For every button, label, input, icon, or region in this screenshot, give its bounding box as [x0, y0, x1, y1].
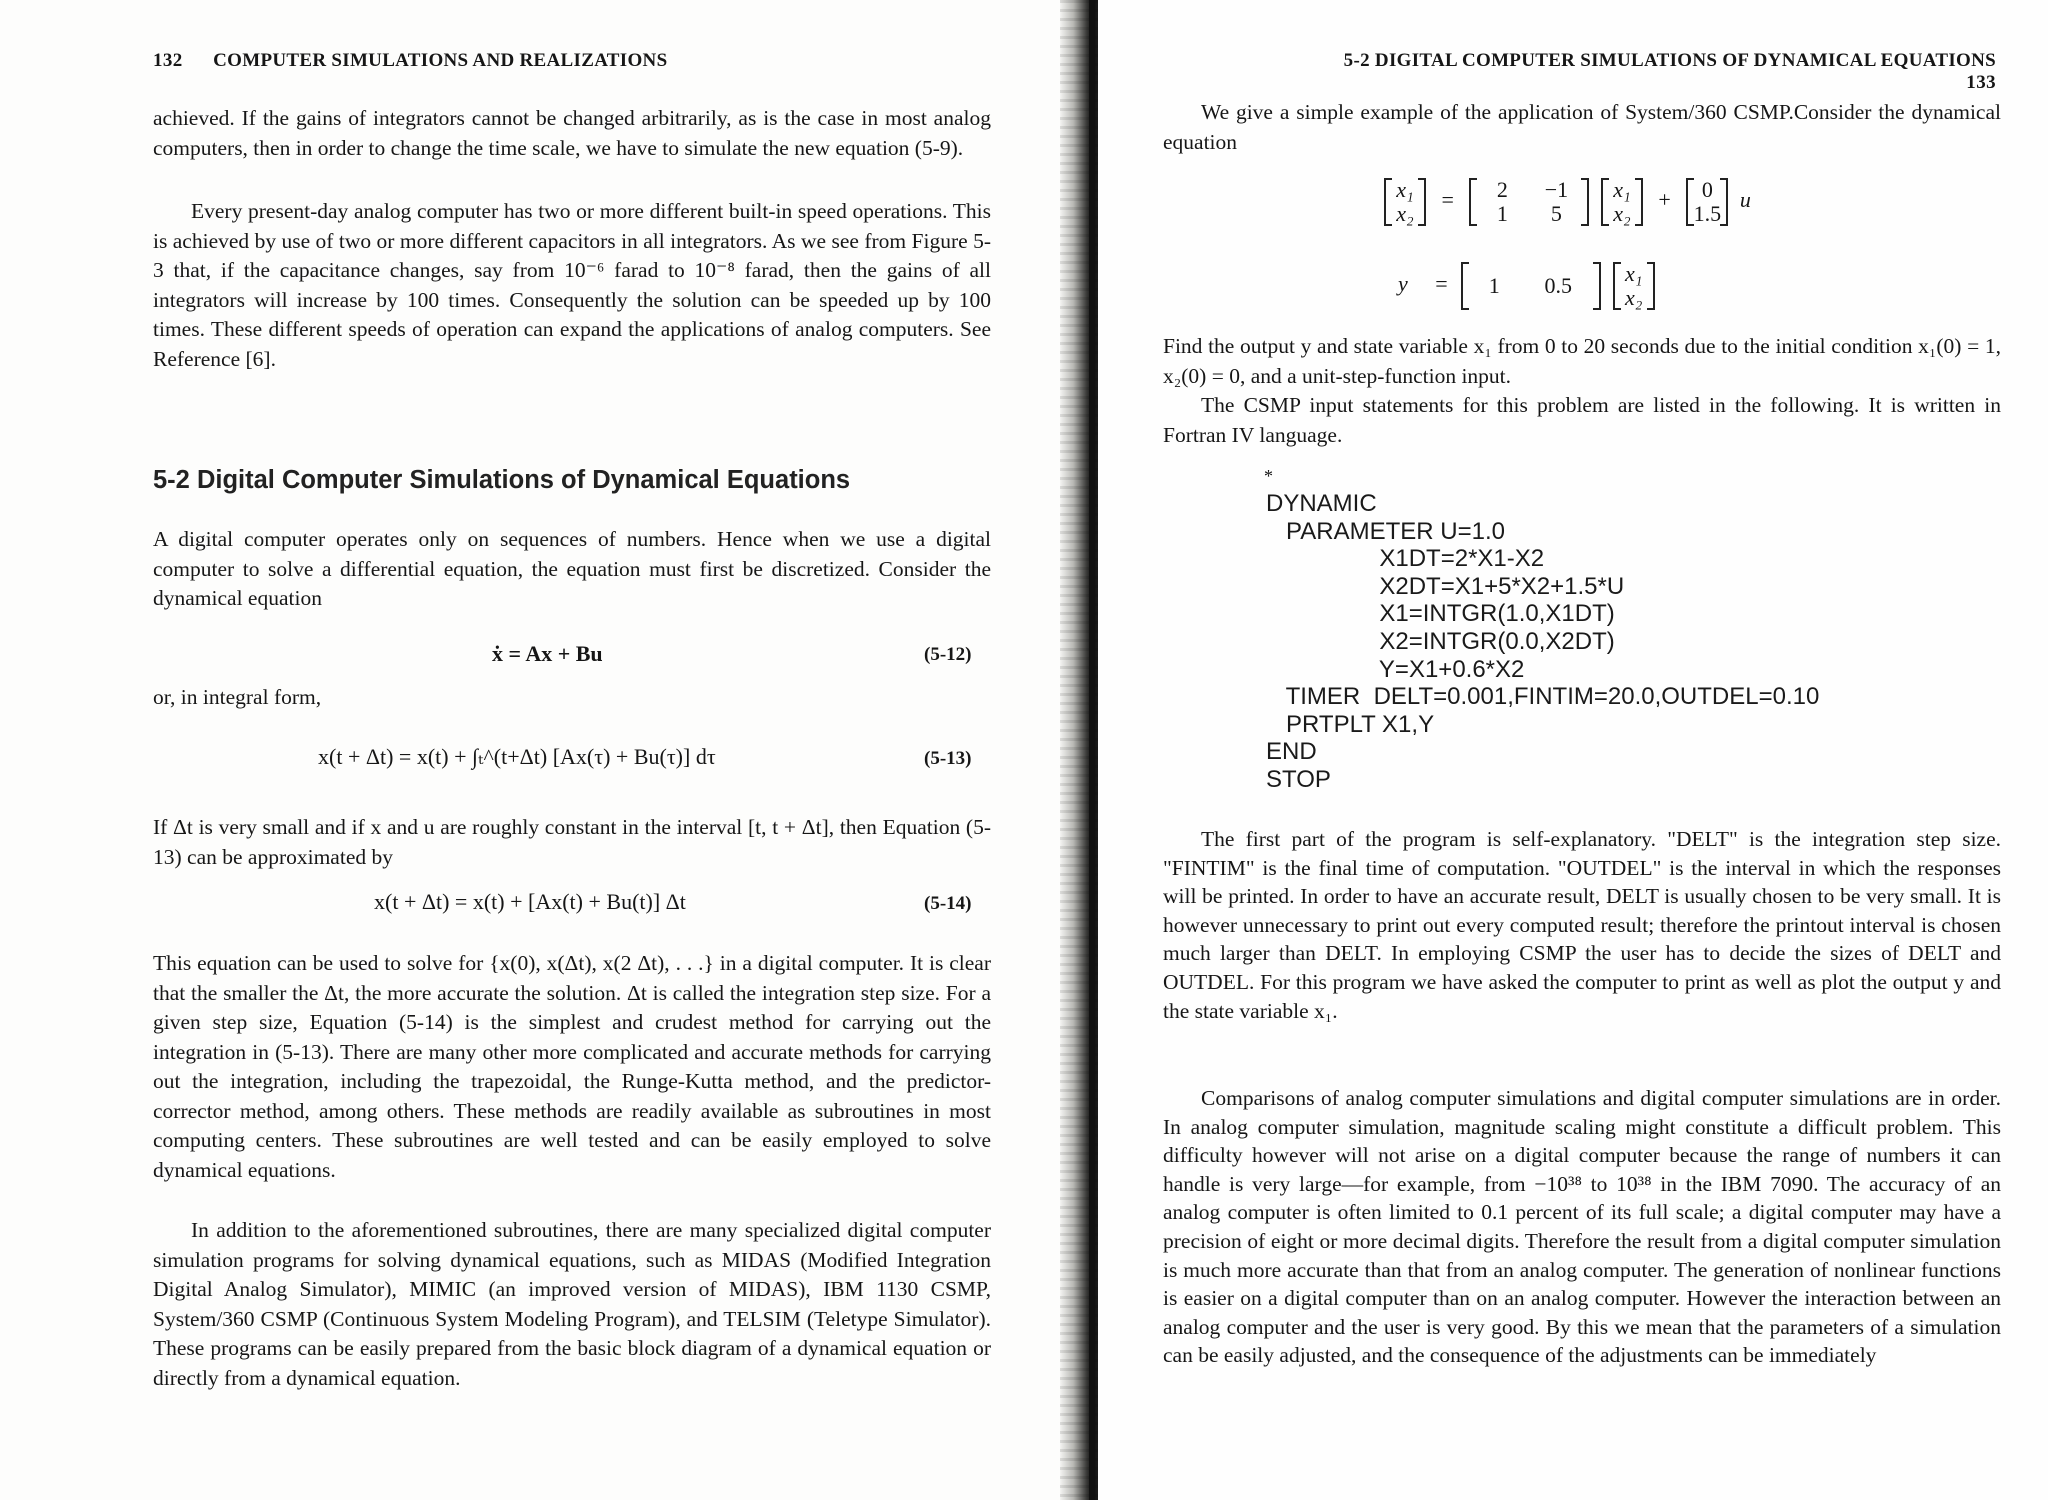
- left-paragraph-2: Every present-day analog computer has two or more different built-in speed operations. This is achieved by use of two or more different capacitors in all integrators. As we see from Figure 5-3 that, if the capacitance changes, say from 10⁻⁶ farad to 10⁻⁸ farad, then the gains of all integrators will increase by 100 times. Consequently the solution can be speeded up by 100 times. These different speeds of operation can expand the applications of analog computers. See Reference [6].: [153, 199, 991, 371]
- right-running-head: [1320, 50, 1996, 94]
- code-bullet: *: [1264, 466, 1273, 486]
- output-equation: y = 1 0.5 x₁ x₂: [1398, 262, 1655, 310]
- right-paragraph-4: The first part of the program is self-explanatory. "DELT" is the integration step size. "FINTIM" is the final time of computation. "OUTDEL" is the interval in which the responses will be printed. In order to have an accurate result, DELT is usually chosen to be very small. It is however unnecessary to print out every computed result; therefore the printout interval is chosen much larger than DELT. In employing CSMP the user has to decide the sizes of DELT and OUTDEL. For this program we have asked the computer to print as well as plot the output y and the state variable x₁.: [1163, 827, 2001, 1023]
- left-paragraph-4: If Δt is very small and if x and u are roughly constant in the interval [t, t + Δt], then Equation (5-13) can be approximated by: [153, 815, 991, 869]
- left-paragraph-3: A digital computer operates only on sequences of numbers. Hence when we use a digital computer to solve a differential equation, the equation must first be discretized. Consider the dynamical equation: [153, 527, 991, 610]
- output-vector-x: x₁ x₂: [1613, 262, 1655, 310]
- left-paragraph-6: In addition to the aforementioned subroutines, there are many specialized digital computer simulation programs for solving dynamical equations, such as MIDAS (Modified Integration Digital Analog Simulator), MIMIC (an improved version of MIDAS), IBM 1130 CSMP, System/360 CSMP (Continuous System Modeling Program), and TELSIM (Teletype Simulator). These programs can be easily prepared from the basic block diagram of a dynamical equation or directly from a dynamical equation.: [153, 1218, 991, 1390]
- state-matrix-a: 2 −1 1 5: [1469, 178, 1589, 226]
- code-line: X1=INTGR(1.0,X1DT): [1266, 600, 1615, 628]
- state-lhs-vector: x₁ x₂: [1384, 178, 1426, 226]
- right-paragraph-1: We give a simple example of the application of System/360 CSMP.Consider the dynamical equation: [1163, 100, 2001, 154]
- right-page-number: 133: [1966, 72, 1996, 93]
- or-integral-form: or, in integral form,: [153, 685, 322, 709]
- equation-5-13: x(t + Δt) = x(t) + ∫ₜ^(t+Δt) [Ax(τ) + Bu(τ)] dτ: [318, 744, 716, 769]
- state-equation: x₁ x₂ = 2 −1 1 5 x₁ x₂ + 0 1.5 u: [1384, 178, 1751, 226]
- right-running-head-title: 5-2 DIGITAL COMPUTER SIMULATIONS OF DYNAMICAL EQUATIONS: [1343, 50, 1996, 71]
- output-matrix-c: 1 0.5: [1461, 262, 1601, 310]
- code-line: END: [1266, 738, 1317, 766]
- output-y: y: [1398, 271, 1408, 297]
- section-title: 5-2 Digital Computer Simulations of Dynamical Equations: [153, 466, 851, 494]
- left-paragraph-1: achieved. If the gains of integrators cannot be changed arbitrarily, as is the case in most analog computers, then in order to change the time scale, we have to simulate the new equation (5-9).: [153, 106, 991, 160]
- equation-5-12: ẋ = Ax + Bu: [492, 641, 603, 666]
- right-paragraph-5: Comparisons of analog computer simulations and digital computer simulations are in order. In analog computer simulation, magnitude scaling might constitute a difficult problem. This difficulty however will not arise on a digital computer because the range of numbers it can handle is very large—for example, from −10³⁸ to 10³⁸ in the IBM 7090. The accuracy of an analog computer is often limited to 0.1 percent of its full scale; a digital computer may have a precision of eight or more decimal digits. Therefore the result from a digital computer simulation is much more accurate than that from an analog computer. The generation of nonlinear functions is easier on a digital computer than on an analog computer. However the interaction between an analog computer and the user is very good. By this we mean that the parameters of a simulation can be easily adjusted, and the consequence of the adjustments can be immediately: [1163, 1086, 2001, 1368]
- state-vector-b: 0 1.5: [1686, 178, 1728, 226]
- right-paragraph-3: The CSMP input statements for this problem are listed in the following. It is written in Fortran IV language.: [1163, 393, 2001, 447]
- code-line: PRTPLT X1,Y: [1266, 710, 1435, 738]
- book-spine-line: [1089, 0, 1095, 1500]
- code-line: DYNAMIC: [1266, 490, 1377, 517]
- code-line: Y=X1+0.6*X2: [1266, 655, 1525, 683]
- left-running-head: [153, 50, 667, 72]
- code-line: STOP: [1266, 765, 1331, 793]
- equation-5-13-number: (5-13): [924, 748, 972, 769]
- code-line: TIMER DELT=0.001,FINTIM=20.0,OUTDEL=0.10: [1266, 683, 1820, 711]
- equation-5-12-number: (5-12): [924, 644, 972, 665]
- left-running-head-title: COMPUTER SIMULATIONS AND REALIZATIONS: [213, 50, 668, 71]
- code-line: X2=INTGR(0.0,X2DT): [1266, 627, 1615, 655]
- csmp-code-listing: [1266, 490, 1819, 794]
- input-u: u: [1739, 187, 1751, 213]
- equation-5-14: x(t + Δt) = x(t) + [Ax(t) + Bu(t)] Δt: [374, 889, 686, 914]
- code-line: X2DT=X1+5*X2+1.5*U: [1266, 572, 1625, 600]
- left-paragraph-5: This equation can be used to solve for {x(0), x(Δt), x(2 Δt), . . .} in a digital computer. It is clear that the smaller the Δt, the more accurate the solution. Δt is called the integration step size. For a given step size, Equation (5-14) is the simplest and crudest method for carrying out the integration in (5-13). There are many other more complicated and accurate methods for carrying out the integration, including the trapezoidal, the Runge-Kutta method, and the predictor-corrector method, among others. These methods are readily available as subroutines in most computing centers. These subroutines are well tested and can be easily employed to solve dynamical equations.: [153, 951, 991, 1182]
- equation-5-14-number: (5-14): [924, 893, 972, 914]
- right-paragraph-2: Find the output y and state variable x₁ from 0 to 20 seconds due to the initial condition x₁(0) = 1, x₂(0) = 0, and a unit-step-function input.: [1163, 334, 2001, 388]
- left-page-number: 132: [153, 50, 183, 71]
- code-line: X1DT=2*X1-X2: [1266, 545, 1545, 573]
- code-line: PARAMETER U=1.0: [1266, 517, 1505, 545]
- state-vector-x: x₁ x₂: [1601, 178, 1643, 226]
